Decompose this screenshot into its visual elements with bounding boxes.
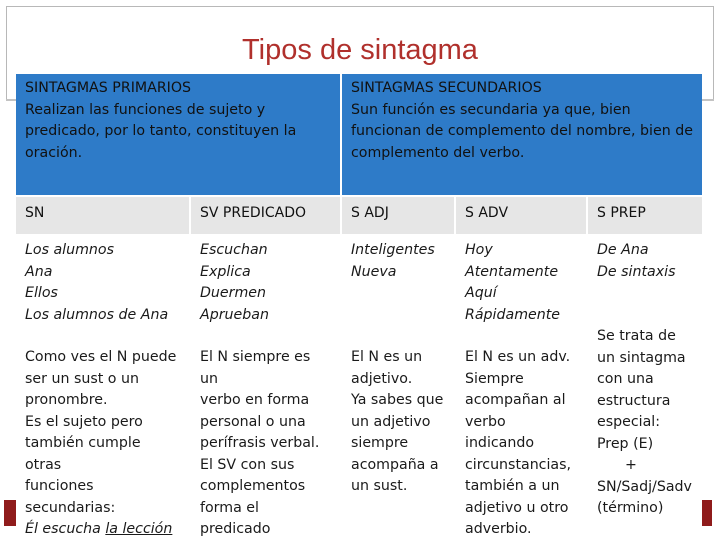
note-line: verbo indicando — [465, 413, 535, 451]
note-line: complementos — [200, 478, 306, 494]
column-sadj — [342, 236, 454, 526]
example-line: De sintaxis — [597, 263, 676, 280]
label-sprep: S PREP — [588, 197, 702, 234]
note-line: también cumple otras — [25, 435, 141, 473]
example-line: Hoy — [465, 242, 493, 258]
label-sadj: S ADJ — [342, 197, 454, 234]
note-line: ser un sust o un — [25, 370, 139, 387]
note-line: un adjetivo — [351, 413, 431, 430]
note-line: El N siempre es un — [200, 349, 311, 387]
note-example-underlined: la lección — [105, 521, 173, 537]
note-line: + — [625, 457, 637, 473]
note-line: predicado — [200, 521, 271, 537]
note-line: SN/Sadj/Sadv — [597, 478, 692, 495]
note-line: un sust. — [351, 478, 408, 494]
note-example — [25, 519, 180, 541]
example-line: Aquí — [465, 285, 497, 301]
note-line: forma el — [200, 499, 259, 516]
label-sn: SN — [16, 197, 189, 234]
header-primarios-desc: Realizan las funciones de sujeto y predicado, por lo tanto, constituyen la oración. — [25, 101, 297, 161]
note-line: funciones — [25, 478, 94, 494]
header-secundarios-title: SINTAGMAS SECUNDARIOS — [351, 80, 542, 96]
example-line: Escuchan — [200, 242, 268, 258]
note-line: verbo en forma — [200, 392, 310, 408]
note-line: personal o una — [200, 413, 306, 430]
example-line: Aprueban — [200, 306, 269, 323]
example-line: Nueva — [351, 263, 397, 280]
note-line: Como ves el N puede — [25, 349, 177, 365]
page-title: Tipos de sintagma — [242, 34, 478, 66]
column-sprep — [588, 236, 702, 526]
note-line: acompañan al — [465, 392, 566, 408]
note-line: Siempre — [465, 370, 524, 387]
header-primarios — [16, 74, 340, 195]
note-line: secundarias: — [25, 499, 116, 516]
note-line: un sintagma — [597, 349, 686, 366]
note-example-prefix: Él escucha — [25, 521, 106, 537]
column-sv — [191, 236, 340, 537]
header-primarios-title: SINTAGMAS PRIMARIOS — [25, 80, 192, 96]
example-line: Duermen — [200, 285, 267, 301]
note-line: acompaña a — [351, 456, 439, 473]
note-line: Prep (E) — [597, 435, 654, 452]
note-line: especial: — [597, 414, 661, 430]
label-sadv: S ADV — [456, 197, 586, 234]
note-line: también a un — [465, 478, 560, 494]
note-line: El N es un — [351, 349, 423, 365]
note-line: Es el sujeto pero — [25, 413, 143, 430]
note-line: perífrasis verbal. — [200, 435, 320, 451]
example-line: De Ana — [597, 242, 649, 258]
note-line: adjetivo u otro — [465, 499, 569, 516]
header-secundarios — [342, 74, 702, 195]
header-secundarios-desc: Sun función es secundaria ya que, bien funcionan de complemento del nombre, bien de complemento del verbo. — [351, 101, 693, 161]
example-line: Atentamente — [465, 263, 559, 280]
note-line: Se trata de — [597, 328, 676, 344]
example-line: Ellos — [25, 285, 58, 301]
note-line: El N es un adv. — [465, 349, 571, 365]
note-line: siempre — [351, 435, 409, 451]
note-line: El SV con sus — [200, 456, 295, 473]
example-line: Explica — [200, 263, 251, 280]
example-line: Los alumnos de Ana — [25, 306, 169, 323]
note-line: adverbio. — [465, 521, 532, 537]
label-sv: SV PREDICADO — [191, 197, 340, 234]
example-line: Los alumnos — [25, 242, 114, 258]
note-line: (término) — [597, 500, 664, 516]
note-line: pronombre. — [25, 392, 108, 408]
example-line: Inteligentes — [351, 242, 435, 258]
sintagma-table — [16, 74, 702, 537]
column-sadv — [456, 236, 586, 537]
column-sn — [16, 236, 189, 537]
note-line: adjetivo. — [351, 370, 413, 387]
note-line: con una — [597, 371, 654, 387]
example-line: Ana — [25, 263, 53, 280]
note-line: estructura — [597, 392, 671, 409]
slide-accent-left — [4, 500, 16, 526]
example-line: Rápidamente — [465, 306, 561, 323]
note-line: circunstancias, — [465, 456, 572, 473]
note-line: Ya sabes que — [351, 392, 444, 408]
